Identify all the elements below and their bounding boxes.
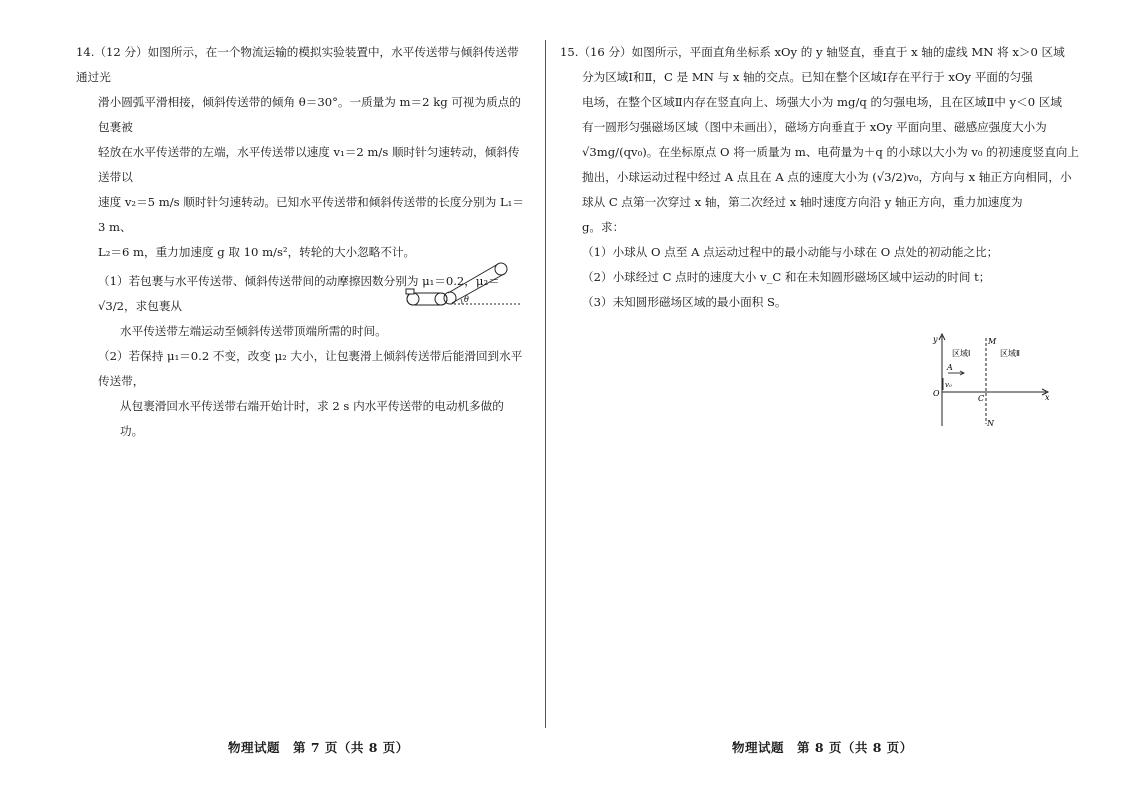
left-page: [0, 0, 548, 800]
footer-page-7: 物理试题 第 7 页（共 8 页）: [228, 740, 409, 755]
origin-label: O: [933, 389, 940, 398]
region-1-label: 区域Ⅰ: [952, 349, 971, 358]
problem-15-stem-line: 有一圆形匀强磁场区域（图中未画出），磁场方向垂直于 xOy 平面向里、磁感应强度大小为: [582, 120, 1047, 134]
problem-14-question-2: （2）若保持 μ₁＝0.2 不变，改变 μ₂ 大小，让包裹滑上倾斜传送带后能滑回到水平传送带，: [98, 349, 523, 388]
region-2-label: 区域Ⅱ: [1000, 349, 1020, 358]
n-label: N: [987, 419, 994, 428]
theta-label: θ: [464, 295, 469, 304]
footer-page-8: 物理试题 第 8 页（共 8 页）: [732, 740, 913, 755]
problem-15-stem-line: 分为区域Ⅰ和Ⅱ，C 是 MN 与 x 轴的交点。已知在整个区域Ⅰ存在平行于 xOy 平面的匀强: [582, 70, 1033, 84]
conveyor-figure: [400, 256, 524, 312]
point-a-label: A: [947, 363, 953, 372]
problem-14-question-1: （1）若包裹与水平传送带、倾斜传送带间的动摩擦因数分别为 μ₁＝0.2，μ₂＝√3/2，求包裹从: [98, 274, 500, 313]
c-label: C: [978, 394, 985, 403]
problem-15-stem-line: g。求：: [582, 220, 625, 234]
horizontal-belt: [407, 293, 447, 305]
package-box: [406, 289, 414, 294]
problem-15-stem-line: 抛出，小球运动过程中经过 A 点且在 A 点的速度大小为 (√3/2)v₀，方向与 x 轴正方向相同，小: [582, 170, 1072, 184]
problem-14-question-2-cont: 从包裹滑回水平传送带右端开始计时，求 2 s 内水平传送带的电动机多做的功。: [120, 399, 504, 438]
problem-14-stem-line: 14.（12 分）如图所示，在一个物流运输的模拟实验装置中，水平传送带与倾斜传送带通过光: [76, 45, 519, 84]
v0-label: v₀: [945, 381, 952, 389]
problem-15-question-2: （2）小球经过 C 点时的速度大小 v_C 和在未知圆形磁场区域中运动的时间 t；: [582, 270, 991, 284]
coordinate-figure: [930, 330, 1055, 430]
problem-15-stem-line: √3mg/(qv₀)。在坐标原点 O 将一质量为 m、电荷量为＋q 的小球以大小为 v₀ 的初速度竖直向上: [582, 145, 1079, 159]
problem-14-question-1-cont: 水平传送带左端运动至倾斜传送带顶端所需的时间。: [120, 324, 387, 338]
problem-14-stem-line: 速度 v₂＝5 m/s 顺时针匀速转动。已知水平传送带和倾斜传送带的长度分别为 L₁＝3 m、: [98, 195, 524, 234]
x-axis-label: x: [1045, 393, 1050, 402]
problem-15: [560, 40, 1080, 315]
m-label: M: [988, 337, 997, 346]
problem-14: [76, 40, 526, 444]
inclined-belt: [444, 263, 507, 304]
problem-15-stem-line: 15.（16 分）如图所示，平面直角坐标系 xOy 的 y 轴竖直，垂直于 x 轴的虚线 MN 将 x＞0 区域: [560, 45, 1065, 59]
problem-15-question-1: （1）小球从 O 点至 A 点运动过程中的最小动能与小球在 O 点处的初动能之比；: [582, 245, 999, 259]
angle-arc: [461, 299, 462, 304]
page-divider: [545, 40, 546, 728]
problem-14-stem-line: L₂＝6 m，重力加速度 g 取 10 m/s²，转轮的大小忽略不计。: [98, 245, 416, 259]
problem-14-stem-line: 滑小圆弧平滑相接，倾斜传送带的倾角 θ＝30°。一质量为 m＝2 kg 可视为质点的包裹被: [98, 95, 521, 134]
problem-15-question-3: （3）未知圆形磁场区域的最小面积 S。: [582, 295, 787, 309]
wheel-left: [407, 293, 419, 305]
problem-15-stem-line: 电场，在整个区域Ⅱ内存在竖直向上、场强大小为 mg/q 的匀强电场，且在区域Ⅱ中 y＜0 区域: [582, 95, 1062, 109]
y-axis-label: y: [933, 335, 938, 344]
problem-15-stem-line: 球从 C 点第一次穿过 x 轴，第二次经过 x 轴时速度方向沿 y 轴正方向，重力加速度为: [582, 195, 1023, 209]
problem-14-stem-line: 轻放在水平传送带的左端，水平传送带以速度 v₁＝2 m/s 顺时针匀速转动，倾斜传送带以: [98, 145, 520, 184]
